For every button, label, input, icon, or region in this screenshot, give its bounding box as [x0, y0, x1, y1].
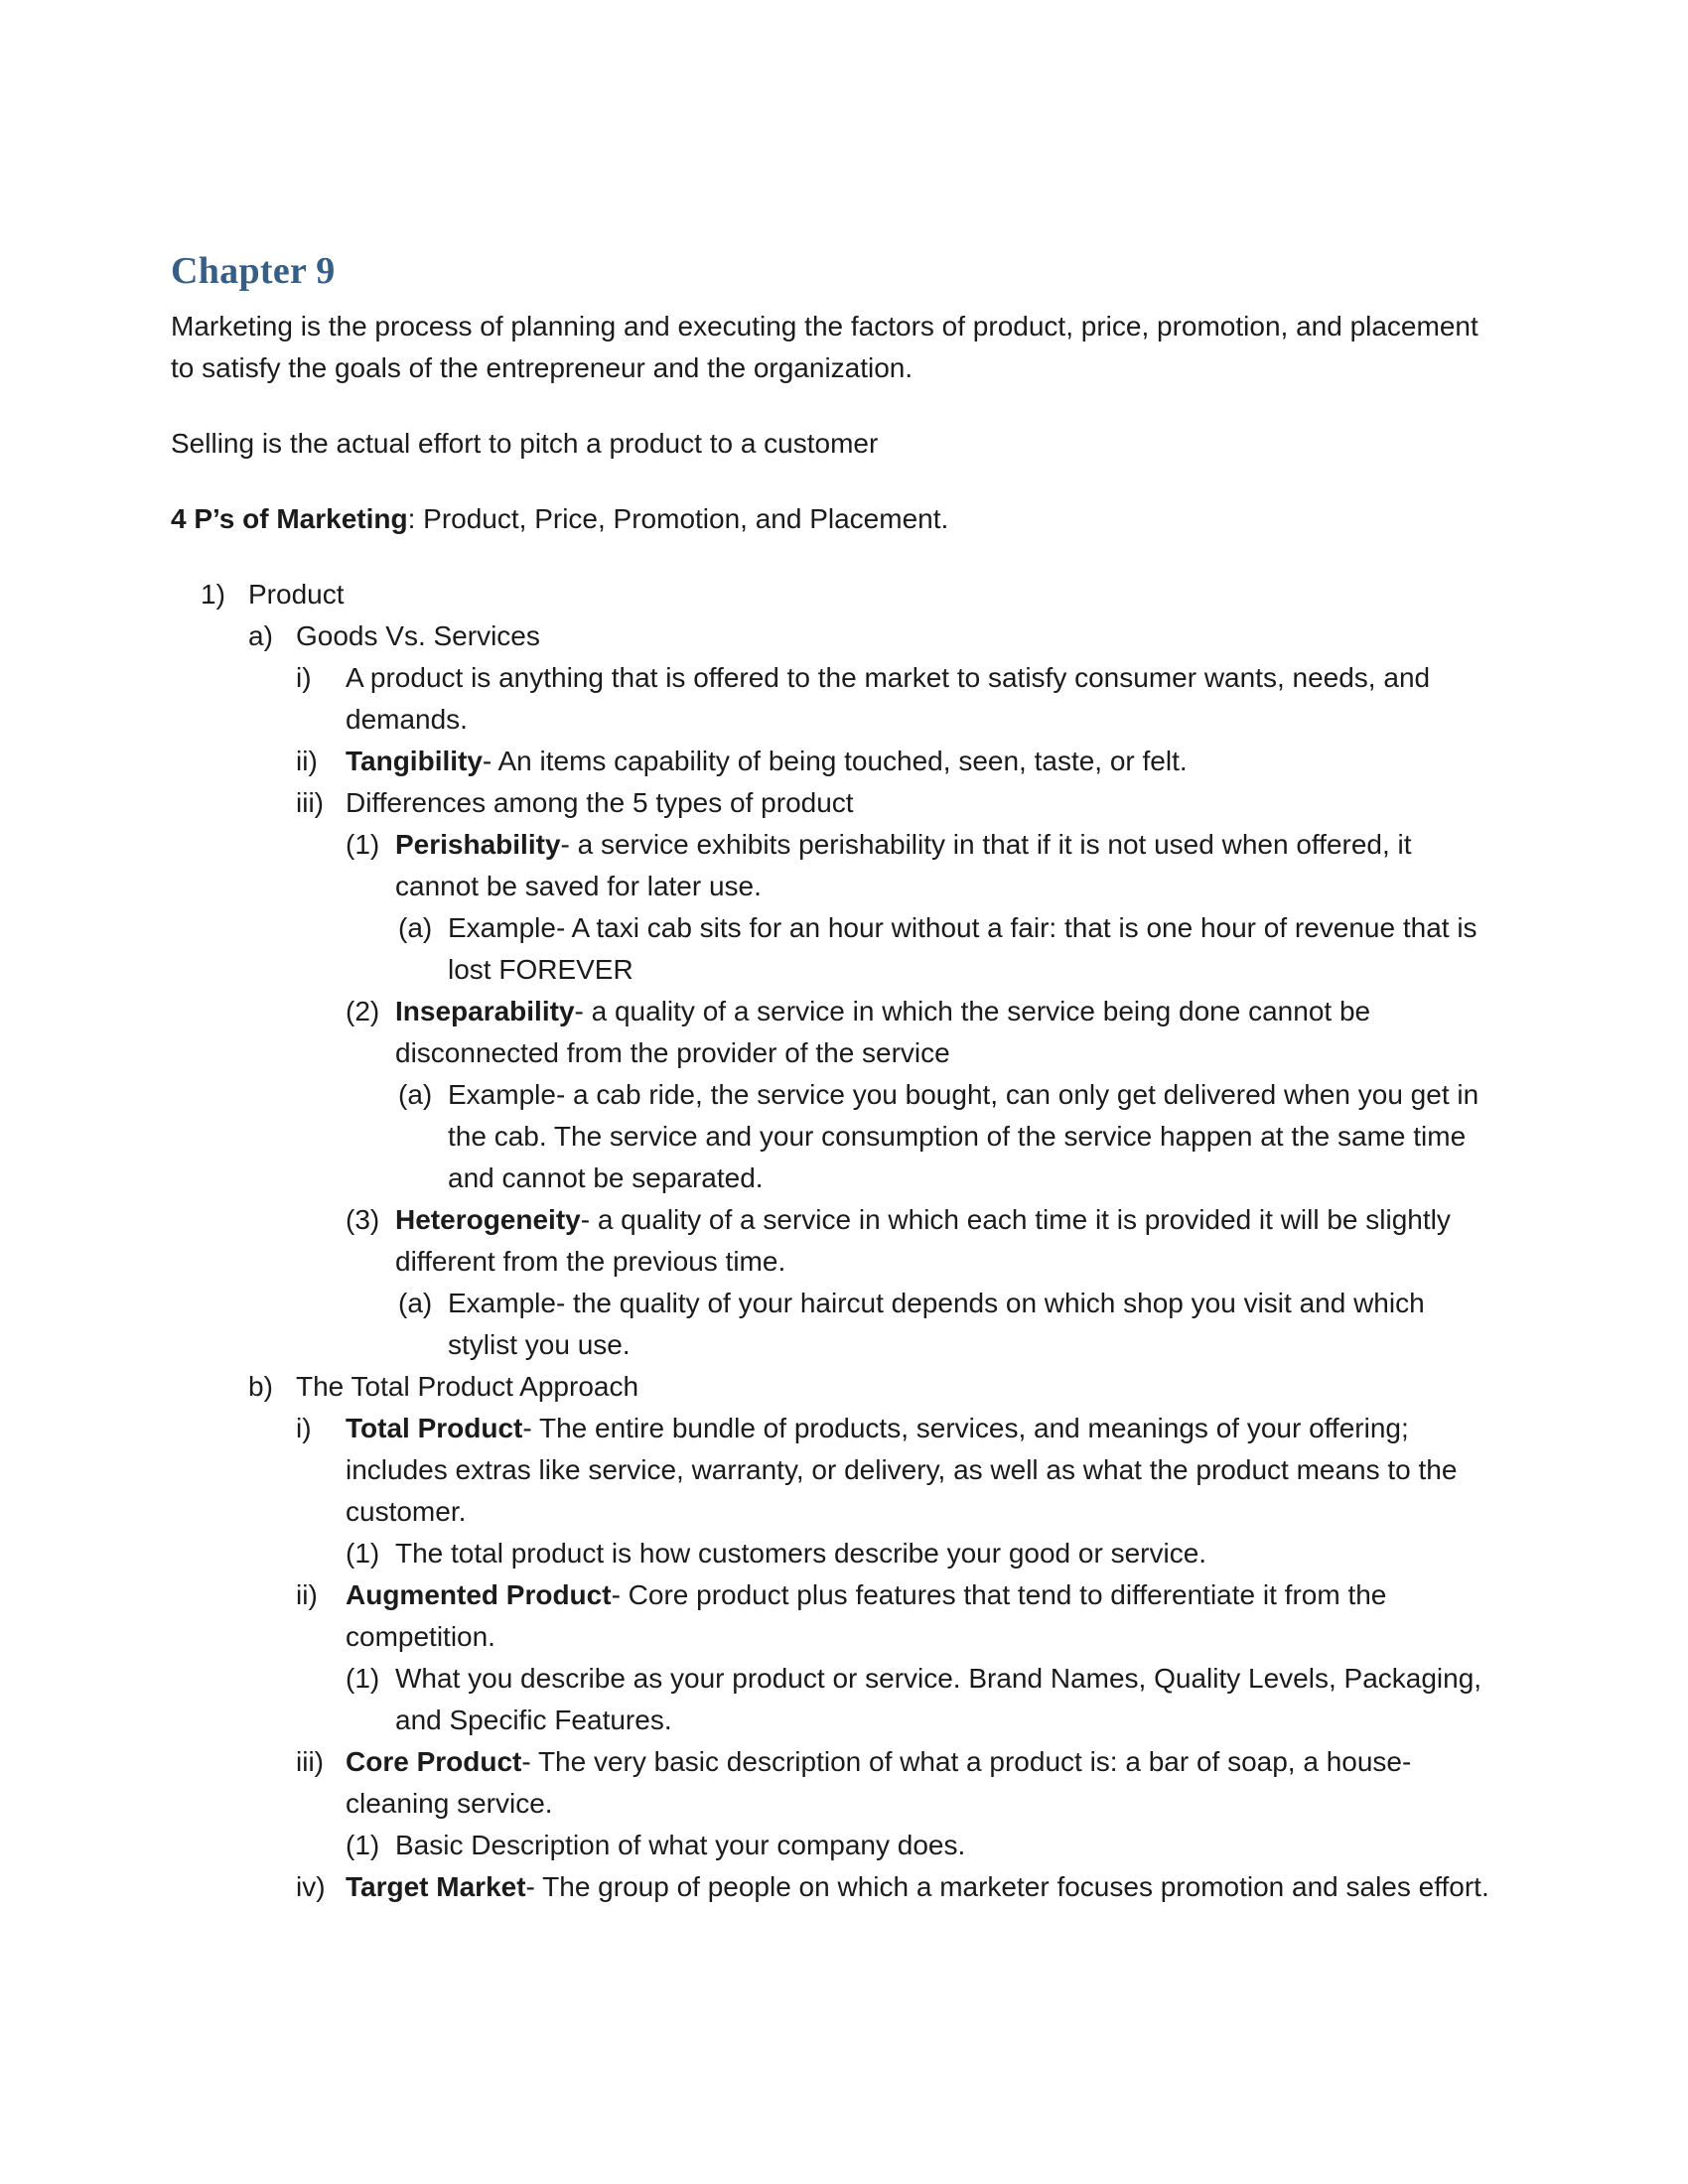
list-text: Total Product- The entire bundle of products, services, and meanings of your offering; includes extras like service, warranty, or delivery, as well as what the product means to the customer.	[346, 1413, 1458, 1527]
list-item-inseparability-example	[171, 1074, 1499, 1199]
list-marker: i)	[296, 662, 312, 693]
list-item-product-definition	[171, 657, 1499, 741]
list-text: Goods Vs. Services	[296, 620, 540, 651]
page-title: Chapter 9	[171, 250, 336, 292]
list-marker: (1)	[346, 1663, 380, 1694]
list-item-inseparability	[171, 991, 1499, 1074]
list-marker: iii)	[296, 787, 324, 818]
list-text: Example- A taxi cab sits for an hour without a fair: that is one hour of revenue that is lost FOREVER	[448, 912, 1477, 985]
list-text: Inseparability- a quality of a service in which the service being done cannot be disconnected from the provider of the service	[395, 996, 1371, 1068]
paragraph-selling-definition: Selling is the actual effort to pitch a product to a customer	[171, 428, 879, 459]
outline-list	[171, 574, 1499, 1908]
list-item-product	[171, 574, 1499, 615]
list-item-target-market	[171, 1866, 1499, 1908]
list-text: Tangibility- An items capability of being touched, seen, taste, or felt.	[346, 746, 1188, 776]
list-marker: (1)	[346, 1538, 380, 1569]
list-item-heterogeneity	[171, 1199, 1499, 1283]
list-text: Perishability- a service exhibits perishability in that if it is not used when offered, it cannot be saved for later use.	[395, 829, 1412, 901]
list-item-core-product	[171, 1741, 1499, 1825]
list-marker: (a)	[398, 912, 433, 943]
list-item-augmented-product	[171, 1574, 1499, 1658]
list-text: The Total Product Approach	[296, 1371, 639, 1402]
list-text: Basic Description of what your company does.	[395, 1830, 966, 1860]
list-text: Heterogeneity- a quality of a service in which each time it is provided it will be slightly different from the previous time.	[395, 1204, 1451, 1277]
list-item-core-product-note	[171, 1825, 1499, 1866]
list-item-total-product	[171, 1408, 1499, 1533]
list-marker: 1)	[201, 579, 225, 610]
list-marker: (1)	[346, 829, 380, 860]
list-text: Example- a cab ride, the service you bought, can only get delivered when you get in the cab. The service and your consumption of the service happen at the same time and cannot be separated.	[448, 1079, 1479, 1193]
list-item-tangibility	[171, 741, 1499, 782]
list-marker: (a)	[398, 1288, 433, 1318]
list-text: The total product is how customers describe your good or service.	[395, 1538, 1207, 1569]
list-text: Product	[248, 579, 345, 610]
list-text: Example- the quality of your haircut depends on which shop you visit and which stylist you use.	[448, 1288, 1425, 1360]
list-item-goods-vs-services	[171, 615, 1499, 657]
list-text: A product is anything that is offered to the market to satisfy consumer wants, needs, and demands.	[346, 662, 1431, 735]
list-item-total-product-approach	[171, 1366, 1499, 1408]
list-item-differences	[171, 782, 1499, 824]
list-marker: (1)	[346, 1830, 380, 1860]
list-item-total-product-note	[171, 1533, 1499, 1574]
list-item-augmented-product-note	[171, 1658, 1499, 1741]
list-marker: ii)	[296, 746, 318, 776]
list-text: Augmented Product- Core product plus features that tend to differentiate it from the competition.	[346, 1579, 1387, 1652]
paragraph-four-ps	[171, 498, 1499, 540]
paragraph-marketing-definition: Marketing is the process of planning and executing the factors of product, price, promotion, and placement to satisfy the goals of the entrepreneur and the organization.	[171, 311, 1478, 383]
list-marker: (a)	[398, 1079, 433, 1110]
list-marker: iv)	[296, 1871, 326, 1902]
list-text: Core Product- The very basic description of what a product is: a bar of soap, a house-cleaning service.	[346, 1746, 1412, 1819]
list-item-heterogeneity-example	[171, 1283, 1499, 1366]
list-marker: a)	[248, 620, 273, 651]
list-marker: i)	[296, 1413, 312, 1443]
list-text: Differences among the 5 types of product	[346, 787, 854, 818]
list-marker: (2)	[346, 996, 380, 1026]
list-marker: ii)	[296, 1579, 318, 1610]
list-marker: iii)	[296, 1746, 324, 1777]
list-text: Target Market- The group of people on which a marketer focuses promotion and sales effort.	[346, 1871, 1489, 1902]
list-marker: b)	[248, 1371, 273, 1402]
list-marker: (3)	[346, 1204, 380, 1235]
list-item-perishability-example	[171, 907, 1499, 991]
list-item-perishability	[171, 824, 1499, 907]
four-ps-term: 4 P’s of Marketing	[171, 503, 408, 534]
four-ps-rest: : Product, Price, Promotion, and Placement.	[407, 503, 949, 534]
list-text: What you describe as your product or service. Brand Names, Quality Levels, Packaging, and Specific Features.	[395, 1663, 1482, 1735]
